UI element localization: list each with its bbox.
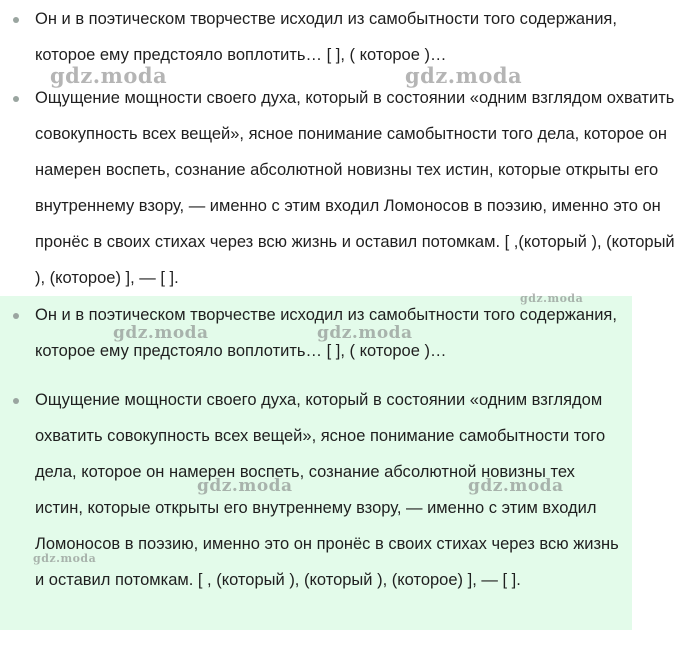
question-item-1 xyxy=(0,1,680,73)
answer-item-1 xyxy=(0,297,632,369)
watermark: gdz.moda xyxy=(113,323,209,343)
answer-block xyxy=(0,296,632,630)
question-item-text: Ощущение мощности своего духа, который в состоянии «одним взглядом охватить совокупность всех вещей», ясное понимание самобытности того дела, которое он намерен воспеть, сознание абсолютной новизны тех истин, которые открыты его внутреннему взору, — именно с этим входил Ломоносов в поэзию, именно это он пронёс в своих стихах через всю жизнь и оставил потомкам. [ ,(который ), (который ), (которое) ], — [ ]. xyxy=(35,89,675,287)
answer-item-text: Он и в поэтическом творчестве исходил из самобытности того содержания, которое ему предстояло воплотить… [ ], ( которое )… xyxy=(35,306,617,360)
bullet-icon xyxy=(13,398,19,404)
question-list xyxy=(0,1,680,296)
watermark: gdz.moda xyxy=(405,63,523,88)
watermark: gdz.moda xyxy=(50,63,168,88)
answer-item-text: Ощущение мощности своего духа, который в состоянии «одним взглядом охватить совокупность всех вещей», ясное понимание самобытности того дела, которое он намерен воспеть, сознание абсолютной новизны тех истин, которые открыты его внутреннему взору, — именно с этим входил Ломоносов в поэзию, именно это он пронёс в своих стихах через всю жизнь и оставил потомкам. [ , (который ), (который ), (которое) ], — [ ]. xyxy=(35,391,619,589)
watermark: gdz.moda xyxy=(468,476,564,496)
watermark: gdz.moda xyxy=(520,292,584,305)
answer-item-2 xyxy=(0,382,632,598)
watermark: gdz.moda xyxy=(197,476,293,496)
question-item-text: Он и в поэтическом творчестве исходил из самобытности того содержания, которое ему предстояло воплотить… [ ], ( которое )… xyxy=(35,10,617,64)
bullet-icon xyxy=(13,313,19,319)
bullet-icon xyxy=(13,17,19,23)
answer-list xyxy=(0,297,632,598)
question-block xyxy=(0,0,680,296)
watermark: gdz.moda xyxy=(317,323,413,343)
watermark: gdz.moda xyxy=(33,552,97,565)
bullet-icon xyxy=(13,96,19,102)
question-item-2 xyxy=(0,80,680,296)
